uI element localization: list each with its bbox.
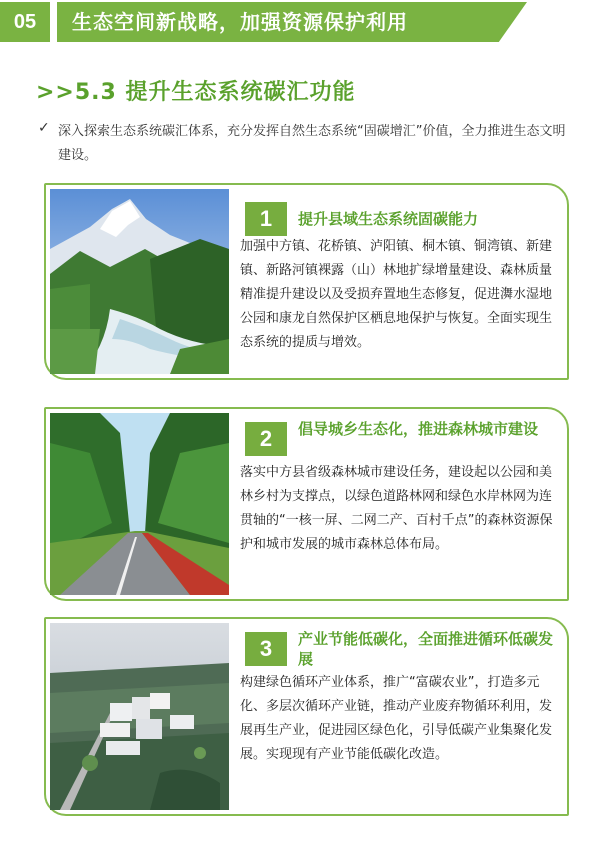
card-title-2: 倡导城乡生态化，推进森林城市建设 [298,420,539,438]
industrial-park-photo [50,623,229,810]
card-title-3: 产业节能低碳化，全面推进循环低碳发展 [298,630,554,668]
card-low-carbon [44,617,569,816]
card-title-1: 提升县域生态系统固碳能力 [298,210,479,228]
card-number-2: 2 [245,422,287,456]
forest-road-photo [50,413,229,595]
chapter-number: 05 [0,2,50,42]
page-header [0,0,600,48]
chapter-title: 生态空间新战略，加强资源保护利用 [72,10,408,34]
card-forest-city [44,407,569,601]
intro-text: 深入探索生态系统碳汇体系，充分发挥自然生态系统“固碳增汇”价值，全力推进生态文明建设。 [58,124,566,163]
check-icon: ✓ [38,120,50,136]
card-text-2: 落实中方县省级森林城市建设任务，建设起以公园和美林乡村为支撑点，以绿色道路林网和绿色水岸林网为连贯轴的“一核一屏、二网二产、百村千点”的森林资源保护和城市发展的城市森林总体布局。 [240,465,553,552]
card-number-3: 3 [245,632,287,666]
card-number-1: 1 [245,202,287,236]
card-text-3: 构建绿色循环产业体系，推广“富碳农业”，打造多元化、多层次循环产业链，推动产业废弃物循环利用，发展再生产业，促进园区绿色化，引导低碳产业集聚化发展。实现现有产业节能低碳化改造。 [240,675,553,762]
mountain-river-photo [50,189,229,374]
card-carbon-sink [44,183,569,380]
card-text-1: 加强中方镇、花桥镇、泸阳镇、桐木镇、铜湾镇、新建镇、新路河镇裸露（山）林地扩绿增量建设、森林质量精准提升建设以及受损弃置地生态修复，促进㵲水湿地公园和康龙自然保护区栖息地保护与恢复。全面实现生态系统的提质与增效。 [240,239,553,350]
section-title: >>5.3 提升生态系统碳汇功能 [36,80,356,105]
